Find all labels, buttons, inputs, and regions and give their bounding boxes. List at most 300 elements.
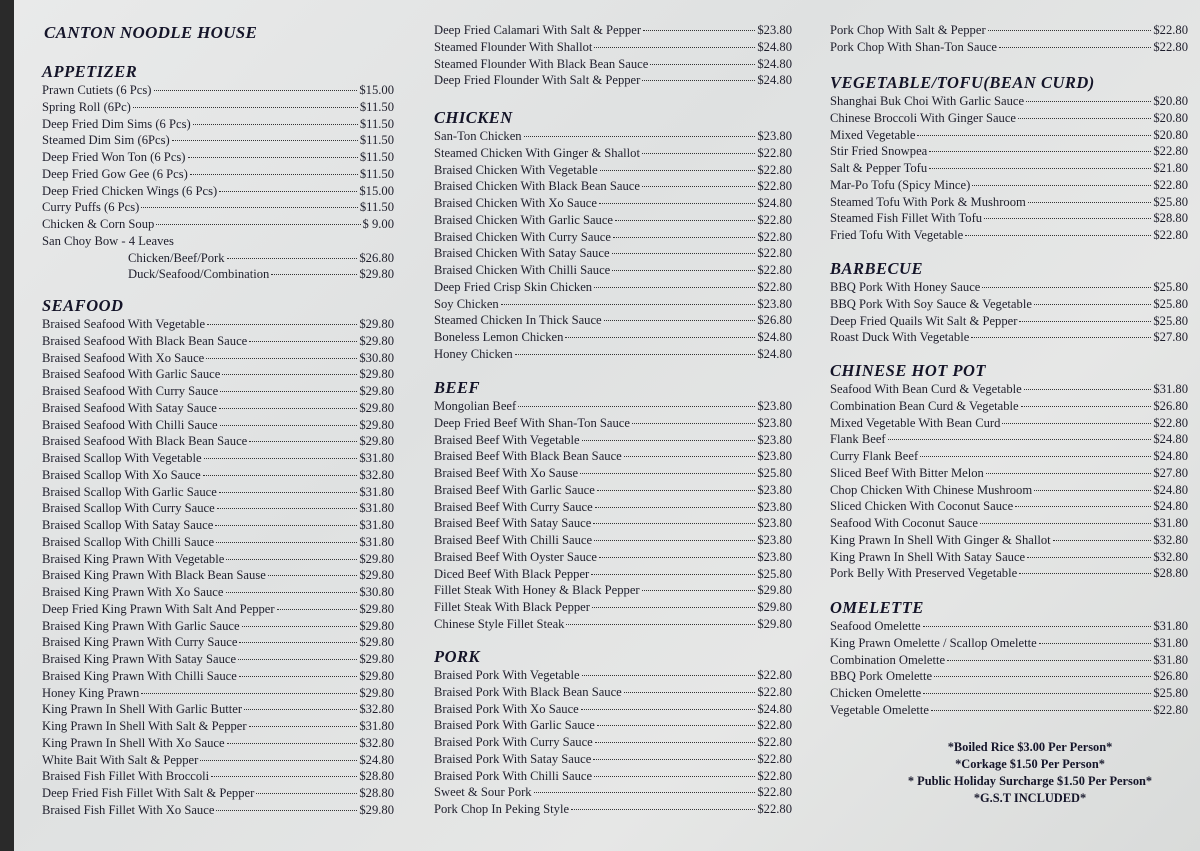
menu-item-name: White Bait With Salt & Pepper <box>42 752 199 767</box>
dot-leader <box>217 508 358 509</box>
dot-leader <box>920 456 1151 457</box>
menu-item <box>434 532 792 549</box>
dot-leader <box>594 47 755 48</box>
menu-item <box>830 160 1188 177</box>
menu-item-price: $29.80 <box>359 668 394 683</box>
dot-leader <box>615 220 755 221</box>
menu-item-price: $25.80 <box>1153 686 1188 700</box>
menu-item <box>434 245 792 262</box>
menu-item-price: $25.80 <box>1153 313 1188 328</box>
menu-item-price: $29.80 <box>359 802 394 817</box>
menu-item-name: King Prawn In Shell With Garlic Butter <box>42 702 243 717</box>
dot-leader <box>1019 573 1151 574</box>
menu-note: *Boiled Rice $3.00 Per Person* <box>947 740 1113 754</box>
menu-item-name: King Prawn In Shell With Xo Sauce <box>42 735 225 750</box>
menu-item-name: Braised Scallop With Garlic Sauce <box>42 484 217 499</box>
menu-item <box>434 262 792 279</box>
dot-leader <box>1019 321 1151 322</box>
dot-leader <box>642 590 756 591</box>
menu-item <box>830 329 1188 346</box>
menu-item-price: $29.80 <box>359 384 394 398</box>
menu-item-name: Combination Omelette <box>830 652 946 667</box>
menu-item-price: $29.80 <box>359 652 394 666</box>
menu-item <box>42 316 394 333</box>
menu-item <box>830 652 1188 669</box>
menu-item-price: $23.80 <box>757 296 792 311</box>
dot-leader <box>1015 506 1151 507</box>
menu-item-name: Braised Seafood With Garlic Sauce <box>42 367 221 382</box>
dot-leader <box>988 30 1152 31</box>
menu-item <box>830 194 1188 211</box>
menu-item <box>830 313 1188 330</box>
menu-item <box>830 227 1188 244</box>
menu-item <box>830 415 1188 432</box>
menu-item-price: $23.80 <box>757 516 792 531</box>
menu-item <box>434 56 792 73</box>
menu-item <box>434 701 792 718</box>
restaurant-title: CANTON NOODLE HOUSE <box>44 23 258 42</box>
menu-item-price: $24.80 <box>757 346 792 361</box>
menu-item-price: $24.80 <box>757 39 792 54</box>
menu-item <box>434 582 792 599</box>
menu-item-price: $29.80 <box>359 601 394 616</box>
menu-item <box>830 618 1188 635</box>
dot-leader <box>999 47 1151 48</box>
menu-item-price: $29.80 <box>359 317 394 331</box>
dot-leader <box>518 406 755 407</box>
menu-item <box>434 346 792 363</box>
menu-item-price: $22.80 <box>1153 415 1188 430</box>
dot-leader <box>923 626 1152 627</box>
dot-leader <box>211 776 357 777</box>
menu-item-price: $20.80 <box>1153 94 1188 108</box>
dot-leader <box>580 473 755 474</box>
dot-leader <box>600 170 756 171</box>
menu-item <box>42 534 394 551</box>
menu-item-name: Sweet & Sour Pork <box>434 785 532 800</box>
menu-item-name: Braised Chicken With Xo Sauce <box>434 196 597 210</box>
menu-item-name: Braised Seafood With Chilli Sauce <box>42 417 218 432</box>
menu-item-name: Braised Chicken With Garlic Sauce <box>434 212 614 227</box>
menu-item-price: $23.80 <box>757 533 792 547</box>
menu-item-price: $23.80 <box>757 482 792 497</box>
menu-item-price: $26.80 <box>1153 669 1188 684</box>
section-heading: PORK <box>434 647 481 666</box>
menu-item <box>42 433 394 450</box>
menu-item <box>434 667 792 684</box>
menu-item <box>830 110 1188 127</box>
section-heading: BEEF <box>434 378 481 397</box>
menu-item-name: BBQ Pork With Soy Sauce & Vegetable <box>830 296 1032 311</box>
menu-item-name: Chop Chicken With Chinese Mushroom <box>830 482 1033 497</box>
menu-section <box>830 22 1188 56</box>
menu-item <box>434 22 792 39</box>
menu-item-price: $25.80 <box>1153 296 1188 311</box>
menu-item-price: $25.80 <box>757 466 792 480</box>
menu-item <box>42 233 394 250</box>
menu-item-name: BBQ Pork Omelette <box>830 669 933 684</box>
menu-item <box>434 195 792 212</box>
menu-item-name: Braised Seafood With Satay Sauce <box>42 400 217 415</box>
menu-item-name: Braised Chicken With Vegetable <box>434 162 598 177</box>
menu-sheet <box>14 0 1200 851</box>
menu-item-name: Flank Beef <box>830 432 886 447</box>
menu-item <box>42 651 394 668</box>
menu-item-name: Combination Bean Curd & Vegetable <box>830 398 1019 413</box>
menu-item-name: Deep Fried Dim Sims (6 Pcs) <box>42 116 191 131</box>
menu-item-name: Steamed Tofu With Pork & Mushroom <box>830 194 1026 209</box>
menu-item <box>434 72 792 89</box>
menu-item <box>434 801 792 818</box>
menu-item-price: $23.80 <box>757 23 792 37</box>
menu-item-name: Salt & Pepper Tofu <box>830 161 928 175</box>
menu-item-price: $27.80 <box>1153 465 1188 480</box>
dot-leader <box>219 492 358 493</box>
menu-item-name: Braised Fish Fillet With Xo Sauce <box>42 802 215 817</box>
dot-leader <box>980 523 1151 524</box>
dot-leader <box>917 135 1151 136</box>
menu-item <box>434 482 792 499</box>
menu-item <box>42 601 394 618</box>
menu-item <box>830 532 1188 549</box>
menu-item <box>830 515 1188 532</box>
dot-leader <box>1002 423 1151 424</box>
menu-item-price: $20.80 <box>1153 110 1188 125</box>
menu-section <box>42 296 394 819</box>
menu-item-price: $31.80 <box>1153 516 1188 530</box>
dot-leader <box>534 792 756 793</box>
menu-item-name: Chinese Broccoli With Ginger Sauce <box>830 110 1017 125</box>
menu-item-name: Braised Beef With Garlic Sauce <box>434 482 595 497</box>
section-heading: APPETIZER <box>42 62 138 81</box>
menu-item <box>830 39 1188 56</box>
menu-item-name: Mongolian Beef <box>434 399 517 413</box>
dot-leader <box>929 151 1151 152</box>
menu-item <box>434 515 792 532</box>
dot-leader <box>204 458 358 459</box>
menu-item-name: Braised Seafood With Black Bean Sauce <box>42 434 248 449</box>
menu-item-price: $23.80 <box>757 415 792 430</box>
menu-item <box>42 333 394 350</box>
menu-item-name: Fillet Steak With Black Pepper <box>434 600 590 614</box>
menu-item <box>830 398 1188 415</box>
menu-item-price: $27.80 <box>1153 330 1188 345</box>
dot-leader <box>597 725 756 726</box>
menu-item-name: Seafood With Bean Curd & Vegetable <box>830 382 1022 396</box>
dot-leader <box>604 320 756 321</box>
menu-item-price: $29.80 <box>359 551 394 566</box>
menu-item-price: $20.80 <box>1153 127 1188 142</box>
dot-leader <box>133 107 358 108</box>
dot-leader <box>249 441 357 442</box>
dot-leader <box>599 557 755 558</box>
menu-item-price: $31.80 <box>359 518 394 532</box>
menu-item-price: $23.80 <box>757 432 792 447</box>
menu-item-name: Honey Chicken <box>434 346 513 361</box>
menu-item-price: $22.80 <box>757 668 792 682</box>
menu-item <box>42 551 394 568</box>
dot-leader <box>226 592 358 593</box>
menu-note: *G.S.T INCLUDED* <box>973 791 1087 805</box>
menu-item-name: Fillet Steak With Honey & Black Pepper <box>434 583 640 598</box>
menu-item-price: $24.80 <box>1153 432 1188 447</box>
menu-item-price: $22.80 <box>757 735 792 749</box>
dot-leader <box>1053 540 1152 541</box>
menu-item-name: Braised Beef With Xo Sause <box>434 466 579 480</box>
dot-leader <box>986 473 1152 474</box>
dot-leader <box>612 253 756 254</box>
menu-item <box>42 350 394 367</box>
menu-item-name: Soy Chicken <box>434 296 499 311</box>
menu-item <box>42 266 394 283</box>
dot-leader <box>1018 118 1151 119</box>
menu-item <box>830 465 1188 482</box>
menu-item-name: Braised Pork With Satay Sauce <box>434 751 592 766</box>
menu-item <box>830 498 1188 515</box>
menu-item-name: Steamed Flounder With Shallot <box>434 39 593 54</box>
menu-item-price: $29.80 <box>359 333 394 348</box>
menu-item <box>434 432 792 449</box>
dot-leader <box>220 391 357 392</box>
dot-leader <box>582 675 756 676</box>
dot-leader <box>190 174 358 175</box>
menu-item-name: Braised Scallop With Xo Sauce <box>42 467 201 482</box>
section-heading: CHINESE HOT POT <box>830 361 987 380</box>
menu-item-price: $31.80 <box>1153 382 1188 396</box>
menu-item <box>42 183 394 200</box>
menu-item-name: Braised Fish Fillet With Broccoli <box>42 769 210 784</box>
menu-item-price: $23.80 <box>757 129 792 143</box>
dot-leader <box>565 337 755 338</box>
section-heading: BARBECUE <box>830 259 923 278</box>
menu-item-price: $29.80 <box>757 616 792 631</box>
dot-leader <box>594 540 755 541</box>
dot-leader <box>582 440 756 441</box>
menu-item-name: Mar-Po Tofu (Spicy Mince) <box>830 177 971 192</box>
menu-item-name: King Prawn In Shell With Ginger & Shallot <box>830 532 1051 547</box>
dot-leader <box>642 186 755 187</box>
menu-item-name: Braised Beef With Chilli Sauce <box>434 533 593 547</box>
menu-item-price: $28.80 <box>359 786 394 800</box>
dot-leader <box>595 742 756 743</box>
menu-item-name: Braised Pork With Xo Sauce <box>434 701 579 716</box>
dot-leader <box>1034 490 1151 491</box>
dot-leader <box>643 30 755 31</box>
menu-item-name: Deep Fried Gow Gee (6 Pcs) <box>42 166 188 181</box>
menu-item-name: Mixed Vegetable With Bean Curd <box>830 415 1001 430</box>
menu-item-name: Steamed Flounder With Black Bean Sauce <box>434 56 649 71</box>
menu-item-name: Braised Beef With Curry Sauce <box>434 499 593 514</box>
menu-item <box>434 448 792 465</box>
menu-item-name: Braised Scallop With Satay Sauce <box>42 518 214 532</box>
dot-leader <box>203 475 358 476</box>
menu-item <box>434 296 792 313</box>
menu-item-name: Braised King Prawn With Chilli Sauce <box>42 668 237 683</box>
menu-item-name: Braised Seafood With Xo Sauce <box>42 350 205 365</box>
menu-item <box>42 685 394 702</box>
menu-item <box>830 448 1188 465</box>
menu-item-name: Deep Fried Calamari With Salt & Pepper <box>434 23 642 37</box>
menu-item-name: Duck/Seafood/Combination <box>128 267 270 282</box>
menu-item-name: King Prawn In Shell With Salt & Pepper <box>42 719 247 733</box>
menu-item <box>434 734 792 751</box>
menu-item-price: $22.80 <box>757 246 792 261</box>
menu-item-name: Braised Chicken With Chilli Sauce <box>434 263 611 277</box>
menu-item-name: Braised Beef With Vegetable <box>434 432 580 447</box>
menu-item-name: Deep Fried Quails Wit Salt & Pepper <box>830 313 1018 328</box>
menu-item-name: Braised Scallop With Chilli Sauce <box>42 534 215 549</box>
menu-item-price: $15.00 <box>359 183 394 198</box>
dot-leader <box>923 693 1151 694</box>
menu-item <box>830 381 1188 398</box>
menu-item <box>42 735 394 752</box>
menu-item-name: Braised Pork With Curry Sauce <box>434 735 593 749</box>
menu-item <box>434 329 792 346</box>
menu-section <box>434 378 792 633</box>
menu-item-price: $25.80 <box>1153 280 1188 294</box>
menu-item-price: $28.80 <box>1153 566 1188 581</box>
menu-item-name: Braised Beef With Black Bean Sauce <box>434 449 622 464</box>
menu-item-price: $29.80 <box>757 600 792 614</box>
menu-item-price: $31.80 <box>359 484 394 499</box>
menu-item-name: Deep Fried Fish Fillet With Salt & Pepper <box>42 786 255 800</box>
menu-item-price: $25.80 <box>1153 194 1188 209</box>
menu-item-name: Braised Beef With Oyster Sauce <box>434 549 597 564</box>
menu-item-price: $29.80 <box>359 685 394 700</box>
menu-item-name: Boneless Lemon Chicken <box>434 330 564 344</box>
menu-item-name: Mixed Vegetable <box>830 127 916 142</box>
menu-item-name: San-Ton Chicken <box>434 129 522 143</box>
menu-item-name: Pork Chop With Salt & Pepper <box>830 23 986 37</box>
menu-item-price: $29.80 <box>359 367 394 382</box>
dot-leader <box>599 203 755 204</box>
menu-item-name: Braised Scallop With Curry Sauce <box>42 501 215 516</box>
dot-leader <box>141 693 357 694</box>
dot-leader <box>1024 389 1152 390</box>
dot-leader <box>271 274 357 275</box>
menu-item-price: $22.80 <box>757 802 792 816</box>
menu-item-name: Deep Fried Crisp Skin Chicken <box>434 279 593 294</box>
menu-item <box>830 22 1188 39</box>
menu-item-price: $26.80 <box>359 250 394 265</box>
menu-item <box>42 668 394 685</box>
menu-item-price: $22.80 <box>757 229 792 244</box>
menu-item <box>434 128 792 145</box>
dot-leader <box>226 559 357 560</box>
menu-item-price: $23.80 <box>757 399 792 413</box>
menu-item-name: Roast Duck With Vegetable <box>830 330 970 345</box>
menu-item-price: $15.00 <box>359 83 394 97</box>
menu-item-name: Stir Fried Snowpea <box>830 144 928 159</box>
menu-item-name: BBQ Pork With Honey Sauce <box>830 280 981 294</box>
menu-item <box>42 383 394 400</box>
menu-item-name: Braised Chicken With Curry Sauce <box>434 229 611 244</box>
menu-item-name: Deep Fried Chicken Wings (6 Pcs) <box>42 183 218 198</box>
dot-leader <box>219 191 357 192</box>
menu-item <box>42 484 394 501</box>
menu-item-name: Braised Pork With Chilli Sauce <box>434 768 593 783</box>
menu-item-name: Diced Beef With Black Pepper <box>434 566 590 581</box>
dot-leader <box>154 90 358 91</box>
menu-item-price: $22.80 <box>757 768 792 783</box>
menu-item-price: $31.80 <box>1153 619 1188 633</box>
dot-leader <box>172 140 358 141</box>
menu-item <box>830 431 1188 448</box>
menu-section <box>434 647 792 818</box>
dot-leader <box>594 776 755 777</box>
menu-item-price: $31.80 <box>359 534 394 549</box>
menu-item-price: $32.80 <box>359 735 394 750</box>
dot-leader <box>524 136 756 137</box>
dot-leader <box>984 218 1151 219</box>
dot-leader <box>501 304 756 305</box>
menu-item-name: Steamed Dim Sim (6Pcs) <box>42 133 170 148</box>
menu-item-price: $29.80 <box>359 568 394 583</box>
section-heading: CHICKEN <box>434 108 513 127</box>
menu-item <box>434 717 792 734</box>
menu-item-price: $26.80 <box>1153 398 1188 413</box>
menu-item <box>434 312 792 329</box>
dot-leader <box>242 626 358 627</box>
menu-item <box>830 127 1188 144</box>
menu-item-name: Deep Fried Beef With Shan-Ton Sauce <box>434 415 630 430</box>
dot-leader <box>612 270 755 271</box>
menu-item <box>830 93 1188 110</box>
menu-item <box>434 599 792 616</box>
dot-leader <box>632 423 755 424</box>
menu-item-price: $24.80 <box>757 701 792 716</box>
menu-item-price: $31.80 <box>1153 652 1188 667</box>
menu-item-name: Pork Chop With Shan-Ton Sauce <box>830 39 997 54</box>
menu-item-name: Braised Pork With Garlic Sauce <box>434 718 595 733</box>
menu-item-name: Braised King Prawn With Garlic Sauce <box>42 618 240 633</box>
dot-leader <box>1034 304 1151 305</box>
menu-item-price: $24.80 <box>1153 499 1188 514</box>
menu-item <box>434 684 792 701</box>
menu-item <box>42 116 394 133</box>
menu-item <box>830 565 1188 582</box>
menu-item <box>434 178 792 195</box>
menu-item-price: $23.80 <box>757 449 792 464</box>
dot-leader <box>216 542 357 543</box>
menu-item-name: Fried Tofu With Vegetable <box>830 228 964 242</box>
dot-leader <box>219 408 358 409</box>
menu-section <box>434 108 792 363</box>
menu-item-name: Pork Chop In Peking Style <box>434 802 570 816</box>
menu-item-price: $23.80 <box>757 549 792 564</box>
menu-item-price: $22.80 <box>1153 228 1188 242</box>
menu-item <box>830 685 1188 702</box>
menu-item-name: Braised Pork With Vegetable <box>434 668 580 682</box>
menu-item-name: San Choy Bow - 4 Leaves <box>42 233 174 248</box>
dot-leader <box>1026 101 1151 102</box>
menu-item <box>434 465 792 482</box>
menu-item-price: $29.80 <box>359 267 394 282</box>
menu-item <box>434 751 792 768</box>
menu-item <box>42 768 394 785</box>
menu-item <box>434 145 792 162</box>
menu-section <box>42 62 394 283</box>
menu-item-price: $22.80 <box>757 718 792 733</box>
menu-item <box>42 634 394 651</box>
dot-leader <box>1021 406 1152 407</box>
menu-item-name: Deep Fried Flounder With Salt & Pepper <box>434 73 641 88</box>
dot-leader <box>222 374 357 375</box>
menu-item-name: Honey King Prawn <box>42 685 140 700</box>
dot-leader <box>515 354 756 355</box>
menu-section <box>830 598 1188 719</box>
menu-item-name: Braised Seafood With Vegetable <box>42 317 206 331</box>
